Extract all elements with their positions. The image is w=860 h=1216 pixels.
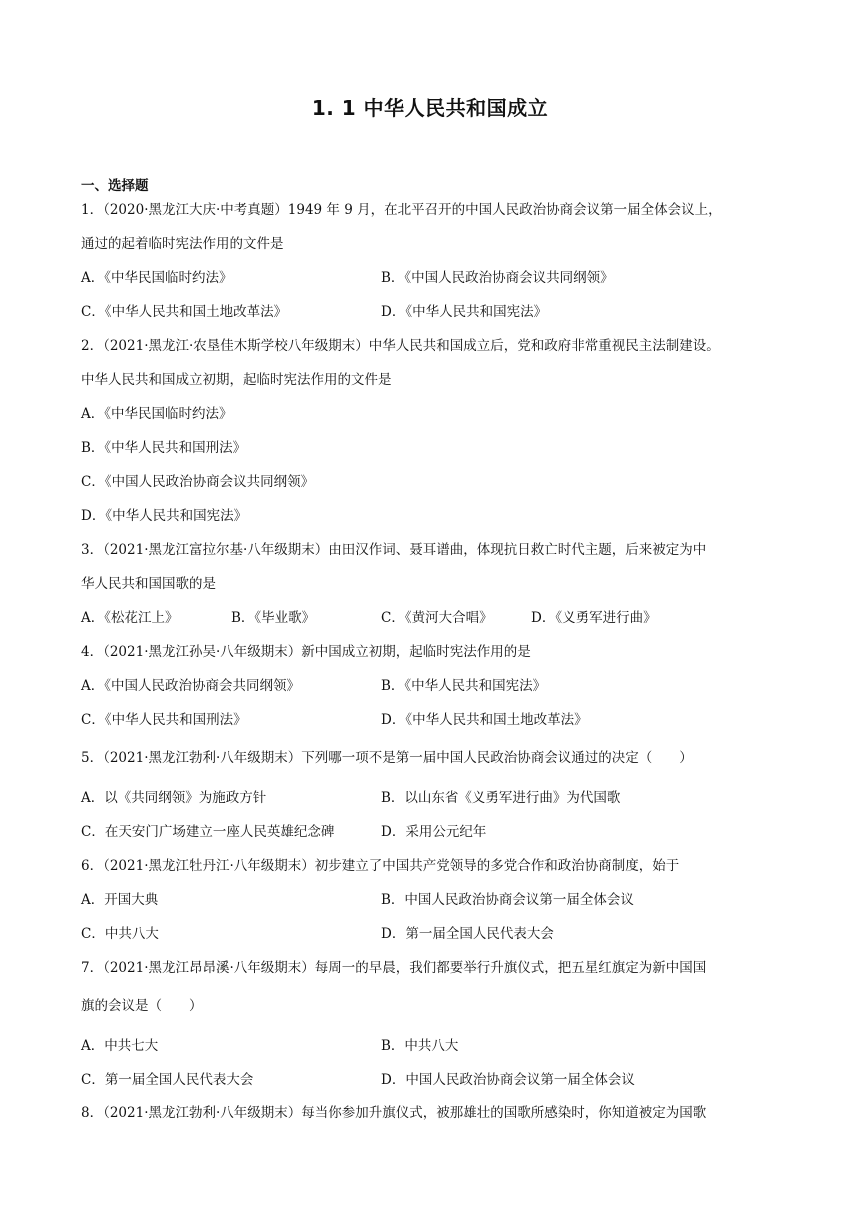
question-3-line-1: 3．（2021·黑龙江富拉尔基·八年级期末）由田汉作词、聂耳谱曲，体现抗日救亡时代主题，后来被定为中 [81, 542, 707, 558]
question-4-option-c: C．《中华人民共和国刑法》 [81, 712, 247, 728]
question-5-option-d: D．采用公元纪年 [381, 824, 487, 840]
question-3-option-d: D．《义勇军进行曲》 [531, 610, 657, 626]
question-2-option-b: B．《中华人民共和国刑法》 [81, 440, 247, 456]
question-3-line-2: 华人民共和国国歌的是 [81, 576, 216, 592]
question-2-option-a: A．《中华民国临时约法》 [81, 406, 233, 422]
question-4-line-1: 4．（2021·黑龙江孙吴·八年级期末）新中国成立初期，起临时宪法作用的是 [81, 644, 531, 660]
question-8-line-1: 8．（2021·黑龙江勃利·八年级期末）每当你参加升旗仪式，被那雄壮的国歌所感染时，你知道被定为国歌 [81, 1105, 707, 1121]
question-5-option-a: A．以《共同纲领》为施政方针 [81, 790, 267, 806]
question-1-option-d: D．《中华人民共和国宪法》 [381, 304, 548, 320]
question-6-option-b: B．中国人民政治协商会议第一届全体会议 [381, 892, 634, 908]
question-3-option-a: A．《松花江上》 [81, 610, 179, 626]
question-7-option-b: B．中共八大 [381, 1038, 459, 1054]
question-2-option-d: D．《中华人民共和国宪法》 [81, 508, 248, 524]
question-4-option-b: B．《中华人民共和国宪法》 [381, 678, 547, 694]
question-3-option-c: C．《黄河大合唱》 [381, 610, 493, 626]
question-4-option-a: A．《中国人民政治协商会共同纲领》 [81, 678, 300, 694]
question-6-line-1: 6．（2021·黑龙江牡丹江·八年级期末）初步建立了中国共产党领导的多党合作和政治协商制度，始于 [81, 858, 680, 874]
section-heading: 一、选择题 [81, 178, 149, 194]
question-7-line-1: 7．（2021·黑龙江昂昂溪·八年级期末）每周一的早晨，我们都要举行升旗仪式，把五星红旗定为新中国国 [81, 960, 707, 976]
question-7-option-d: D．中国人民政治协商会议第一届全体会议 [381, 1072, 635, 1088]
question-3-option-b: B．《毕业歌》 [231, 610, 316, 626]
question-5-line-1: 5．（2021·黑龙江勃利·八年级期末）下列哪一项不是第一届中国人民政治协商会议通过的决定（ ） [81, 750, 693, 766]
question-1-option-c: C．《中华人民共和国土地改革法》 [81, 304, 288, 320]
question-2-line-1: 2．（2021·黑龙江·农垦佳木斯学校八年级期末）中华人民共和国成立后，党和政府非常重视民主法制建设。 [81, 338, 720, 354]
question-1-line-1: 1．（2020·黑龙江大庆·中考真题）1949 年 9 月，在北平召开的中国人民政治协商会议第一届全体会议上， [81, 202, 722, 218]
question-5-option-c: C．在天安门广场建立一座人民英雄纪念碑 [81, 824, 335, 840]
question-1-option-a: A．《中华民国临时约法》 [81, 270, 233, 286]
question-1-line-2: 通过的起着临时宪法作用的文件是 [81, 236, 284, 252]
question-6-option-d: D．第一届全国人民代表大会 [381, 926, 554, 942]
question-2-option-c: C．《中国人民政治协商会议共同纲领》 [81, 474, 315, 490]
question-2-line-2: 中华人民共和国成立初期，起临时宪法作用的文件是 [81, 372, 392, 388]
question-6-option-c: C．中共八大 [81, 926, 159, 942]
question-6-option-a: A．开国大典 [81, 892, 159, 908]
question-5-option-b: B．以山东省《义勇军进行曲》为代国歌 [381, 790, 621, 806]
question-7-option-a: A．中共七大 [81, 1038, 159, 1054]
question-4-option-d: D．《中华人民共和国土地改革法》 [381, 712, 588, 728]
question-7-line-2: 旗的会议是（ ） [81, 998, 203, 1014]
question-1-option-b: B．《中国人民政治协商会议共同纲领》 [381, 270, 614, 286]
question-7-option-c: C．第一届全国人民代表大会 [81, 1072, 254, 1088]
page-title: 1. 1 中华人民共和国成立 [311, 96, 549, 120]
